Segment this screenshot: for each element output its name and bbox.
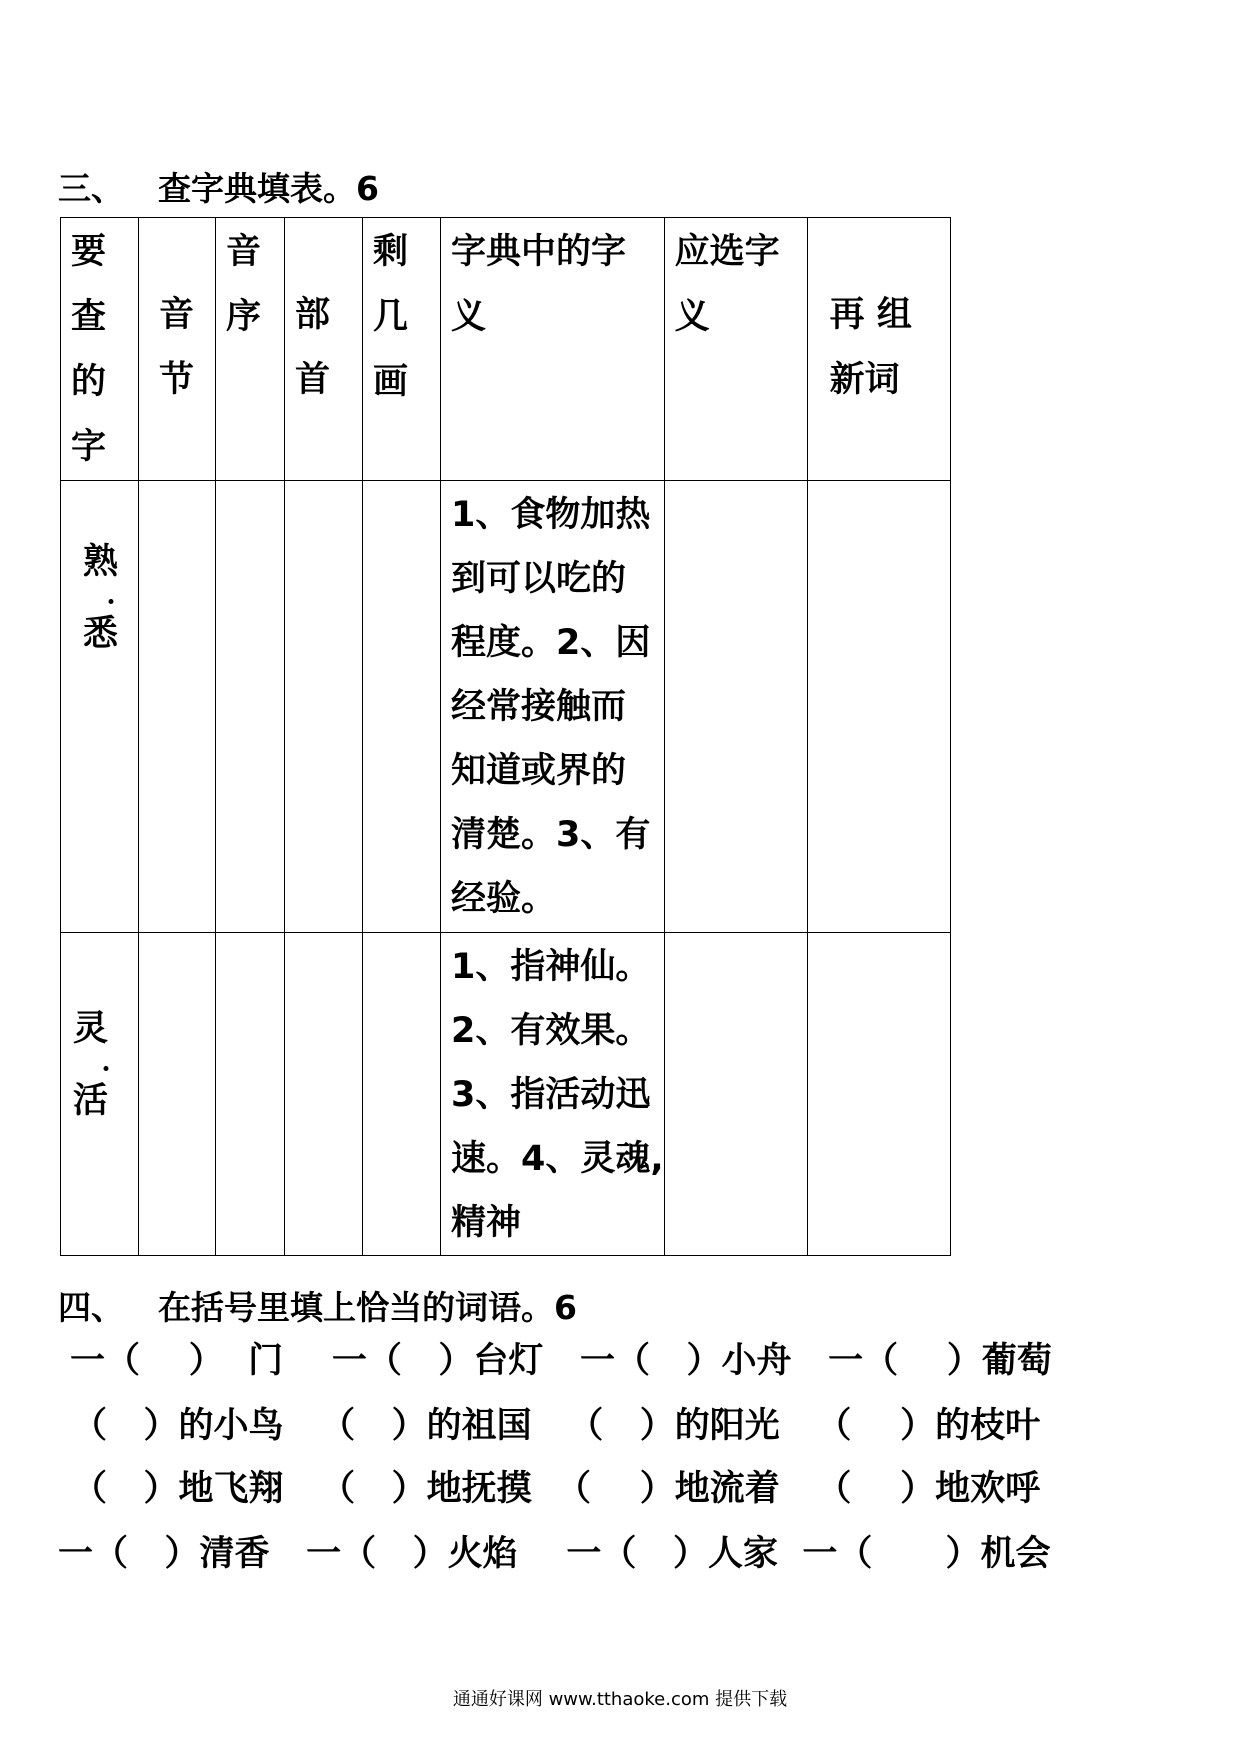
word-char-2: 悉: [83, 614, 119, 654]
syllable-cell[interactable]: [139, 933, 216, 1256]
strokes-cell[interactable]: [363, 933, 441, 1256]
header-new-word: 再 组 新词: [807, 218, 950, 481]
header-word: 要 查 的 字: [61, 218, 139, 481]
dictionary-table: [60, 217, 951, 1256]
word-cell: [61, 933, 139, 1256]
fill-in-line-1: 一（ ） 门 一（ ）台灯 一（ ）小舟 一（ ）葡萄: [70, 1341, 1052, 1381]
header-syllable: 音 节: [139, 218, 216, 481]
section-3-number: 三、: [58, 169, 124, 208]
letter-order-cell[interactable]: [216, 481, 285, 933]
meaning-cell: 1、指神仙。 2、有效果。 3、指活动迅 速。4、灵魂, 精神: [441, 933, 665, 1256]
word-char-1: 熟: [83, 526, 138, 598]
section-4-number: 四、: [58, 1288, 124, 1327]
chosen-meaning-cell[interactable]: [664, 933, 807, 1256]
table-row: [61, 933, 951, 1256]
footer-watermark: 通通好课网 www.tthaoke.com 提供下载: [452, 1689, 788, 1710]
header-strokes: 剩 几 画: [363, 218, 441, 481]
strokes-cell[interactable]: [363, 481, 441, 933]
section-4-title: [58, 1282, 577, 1329]
header-chosen-meaning: 应选字 义: [664, 218, 807, 481]
fill-in-line-2: （ ）的小鸟 （ ）的祖国 （ ）的阳光 （ ）的枝叶: [72, 1406, 1041, 1446]
header-radical: 部 首: [285, 218, 363, 481]
chosen-meaning-cell[interactable]: [664, 481, 807, 933]
radical-cell[interactable]: [285, 933, 363, 1256]
section-3-title: [58, 163, 379, 210]
word-cell: [61, 481, 139, 933]
section-4-text: 在括号里填上恰当的词语。6: [158, 1288, 577, 1327]
new-word-cell[interactable]: [807, 481, 950, 933]
meaning-cell: 1、食物加热 到可以吃的 程度。2、因 经常接触而 知道或界的 清楚。3、有 经验。: [441, 481, 665, 933]
syllable-cell[interactable]: [139, 481, 216, 933]
word-char-1: 灵: [73, 993, 138, 1065]
header-dictionary-meaning: 字典中的字 义: [441, 218, 665, 481]
word-char-2: 活: [73, 1081, 109, 1121]
table-header-row: [61, 218, 951, 481]
radical-cell[interactable]: [285, 481, 363, 933]
new-word-cell[interactable]: [807, 933, 950, 1256]
letter-order-cell[interactable]: [216, 933, 285, 1256]
fill-in-line-4: 一（ ）清香 一（ ）火焰 一（ ）人家 一（ ）机会: [58, 1534, 1051, 1574]
section-3-text: 查字典填表。6: [158, 169, 379, 208]
header-letter-order: 音 序: [216, 218, 285, 481]
table-row: [61, 481, 951, 933]
fill-in-line-3: （ ）地飞翔 （ ）地抚摸 （ ）地流着 （ ）地欢呼: [72, 1469, 1041, 1509]
